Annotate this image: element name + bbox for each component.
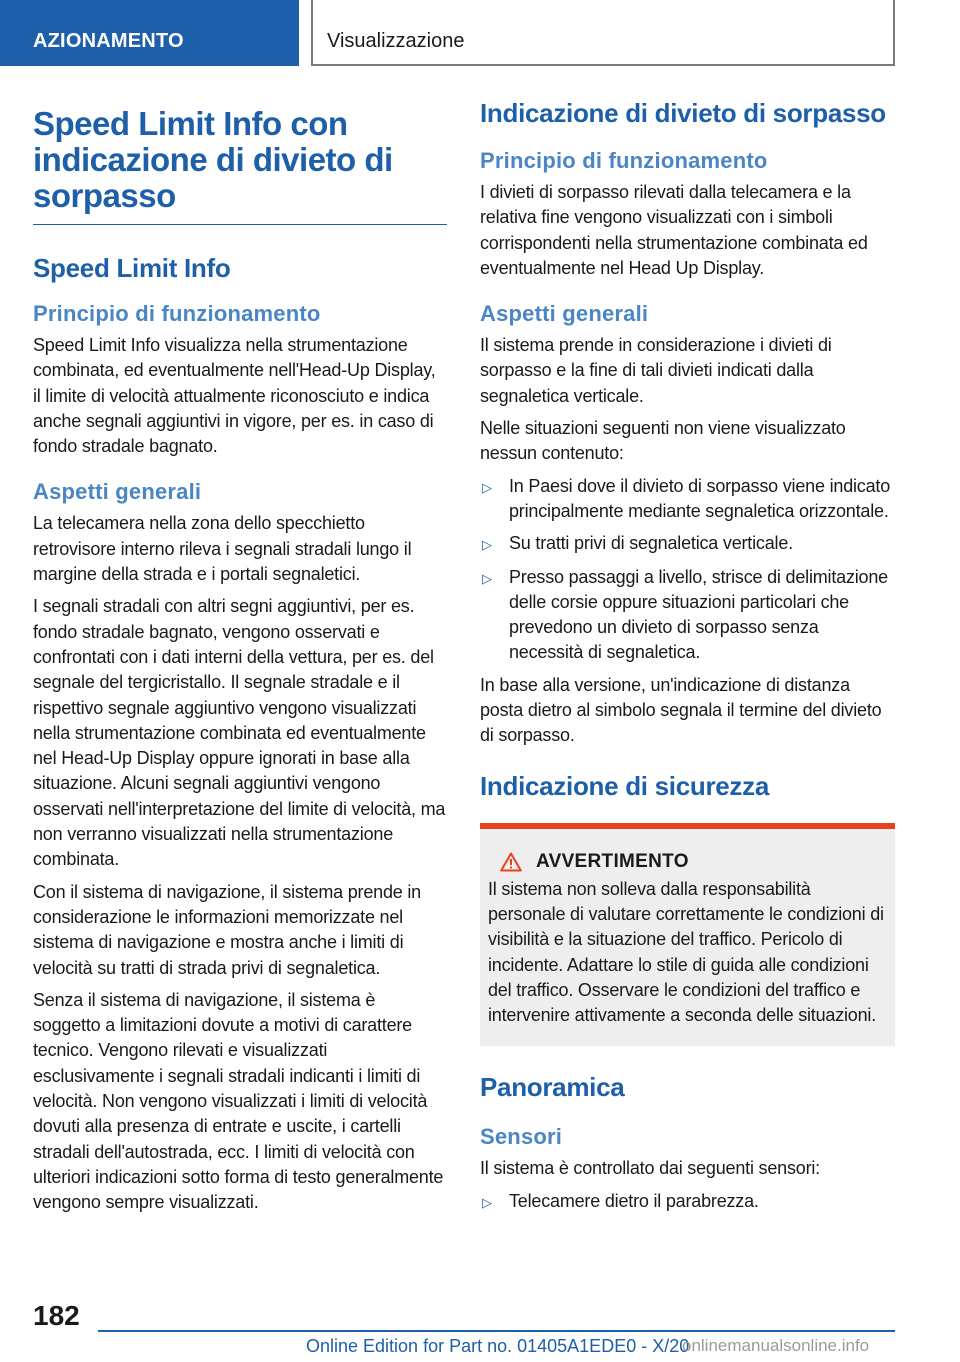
paragraph-sensors: Il sistema è controllato dai seguenti sensori: [480, 1158, 820, 1179]
page-title: Speed Limit Info con indicazione di divieto di sorpasso [33, 106, 447, 225]
triangle-bullet-icon: ▷ [482, 537, 492, 553]
triangle-bullet-icon: ▷ [482, 570, 492, 586]
triangle-bullet-icon: ▷ [482, 1194, 492, 1210]
paragraph-general-3: Con il sistema di navigazione, il sistema prende in considerazione le informazioni memorizzate nel sistema di navigazione e mostra anche i limiti di velocità su tratti di strada privi di segnaletica. [33, 881, 421, 978]
warning-header [500, 851, 887, 873]
footer-edition: Online Edition for Part no. 01405A1EDE0 - X/20 [306, 1336, 690, 1356]
warning-text: Il sistema non solleva dalla responsabilità personale di valutare correttamente le condizioni di visibilità e la situazione del traffico. Pericolo di incidente. Adattare lo stile di guida alle condizioni del traffico. Osservare le condizioni del traffico e intervenire attivamente a seconda delle situazioni. [488, 878, 884, 1026]
footer-watermark: onlinemanualsonline.info [682, 1336, 870, 1355]
chapter-tab: Visualizzazione [311, 0, 895, 66]
heading-principle: Principio di funzionamento [33, 301, 321, 326]
section-tab: AZIONAMENTO [0, 0, 299, 66]
heading-speed-limit-info: Speed Limit Info [33, 253, 231, 283]
paragraph-general-right-1: Il sistema prende in considerazione i divieti di sorpasso e la fine di tali divieti indicati dalla segnaletica verticale. [480, 335, 832, 406]
right-column [480, 98, 895, 1215]
heading-principle-right: Principio di funzionamento [480, 148, 768, 173]
triangle-bullet-icon: ▷ [482, 479, 492, 495]
paragraph-principle-right: I divieti di sorpasso rilevati dalla telecamera e la relativa fine vengono visualizzati con i simboli corrispondenti nella strumentazione combinata ed eventualmente nel Head Up Display. [480, 182, 868, 278]
list-item: ▷ Su tratti privi di segnaletica verticale. [480, 531, 895, 557]
heading-safety: Indicazione di sicurezza [480, 770, 769, 801]
heading-overview: Panoramica [480, 1072, 625, 1103]
heading-sensors: Sensori [480, 1124, 563, 1150]
footer-divider [98, 1330, 895, 1332]
heading-no-overtaking: Indicazione di divieto di sorpasso [480, 98, 886, 128]
paragraph-general-2: I segnali stradali con altri segni aggiuntivi, per es. fondo stradale bagnato, vengono osservati e confrontati con i dati interni della vettura, per es. del segnale del tergicristallo. Il segnale stradale e il rispettivo segnale aggiuntivo vengono visualizzati nella strumentazione combinata ed eventualmente nel Head-Up Display oppure ignorati in base alla situazione. Alcuni segnali aggiuntivi vengono osservati nell'interpretazione del limite di velocità, ma non verranno visualizzati nella strumentazione combinata. [33, 596, 446, 870]
left-column [33, 100, 447, 1216]
warning-title: AVVERTIMENTO [536, 850, 689, 872]
list-item: ▷ In Paesi dove il divieto di sorpasso viene indicato principalmente mediante segnaletica orizzontale. [480, 474, 895, 525]
paragraph-general-right-3: In base alla versione, un'indicazione di distanza posta dietro al simbolo segnala il termine del divieto di sorpasso. [480, 674, 882, 746]
heading-general: Aspetti generali [33, 479, 202, 505]
heading-general-right: Aspetti generali [480, 301, 649, 327]
paragraph-general-1: La telecamera nella zona dello specchietto retrovisore interno rileva i segnali stradali lungo il margine della strada e i portali segnaletici. [33, 513, 412, 585]
warning-triangle-icon [500, 852, 522, 872]
paragraph-general-4: Senza il sistema di navigazione, il sistema è soggetto a limitazioni dovute a motivi di carattere tecnico. Vengono rilevati e visualizzati esclusivamente i segnali stradali indicanti i limiti di velocità. Non vengono visualizzati i limiti di velocità dovuti alla presenza di entrate e uscite, i cartelli stradali dell'autostrada, ecc. I limiti di velocità con ulteriori indicazioni sotto forma di testo generalmente vengono sempre visualizzati. [33, 989, 444, 1213]
list-item: ▷ Presso passaggi a livello, strisce di delimitazione delle corsie oppure situazioni particolari che prevedono un divieto di sorpasso senza necessità di segnaletica. [480, 565, 895, 666]
paragraph-general-right-2: Nelle situazioni seguenti non viene visualizzato nessun contenuto: [480, 418, 846, 464]
list-item: ▷ Telecamere dietro il parabrezza. [480, 1189, 895, 1215]
paragraph-principle: Speed Limit Info visualizza nella strumentazione combinata, ed eventualmente nell'Head-Up Display, il limite di velocità attualmente riconosciuto e indica anche segnali aggiuntivi in vigore, per es. in caso di fondo stradale bagnato. [33, 335, 436, 457]
warning-box [480, 823, 895, 1047]
page-number: 182 [33, 1300, 80, 1331]
